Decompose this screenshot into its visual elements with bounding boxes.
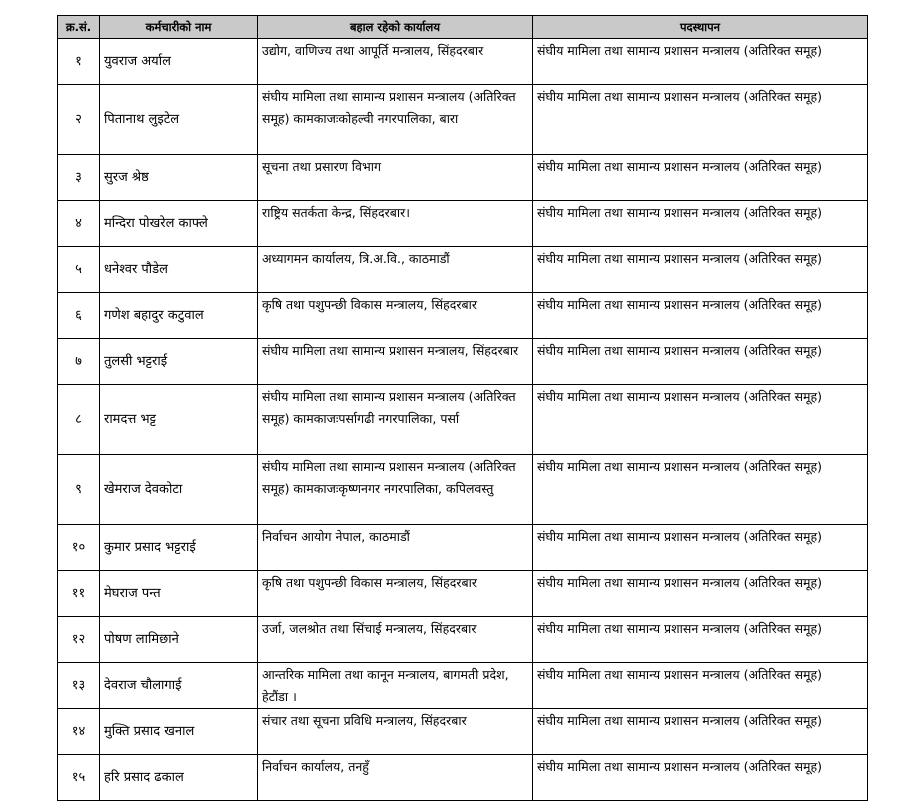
table-row [58, 201, 868, 247]
table-row [58, 293, 868, 339]
serial-number-cell: ९ [58, 455, 100, 525]
employee-name-cell: युवराज अर्याल [100, 39, 258, 85]
employee-name-cell: रामदत्त भट्ट [100, 385, 258, 455]
header-serial-number: क्र.सं. [58, 16, 100, 39]
table-row [58, 617, 868, 663]
table-row [58, 709, 868, 755]
serial-number-cell: १४ [58, 709, 100, 755]
posting-cell: संघीय मामिला तथा सामान्य प्रशासन मन्त्रालय (अतिरिक्त समूह) [533, 525, 868, 571]
table-row [58, 39, 868, 85]
current-office-cell: आन्तरिक मामिला तथा कानून मन्त्रालय, बागमती प्रदेश, हेटौंडा । [258, 663, 533, 709]
current-office-cell: संघीय मामिला तथा सामान्य प्रशासन मन्त्रालय, सिंहदरबार [258, 339, 533, 385]
employee-name-cell: तुलसी भट्टराई [100, 339, 258, 385]
header-posting: पदस्थापन [533, 16, 868, 39]
posting-cell: संघीय मामिला तथा सामान्य प्रशासन मन्त्रालय (अतिरिक्त समूह) [533, 155, 868, 201]
serial-number-cell: ३ [58, 155, 100, 201]
employee-name-cell: मुक्ति प्रसाद खनाल [100, 709, 258, 755]
table-row [58, 385, 868, 455]
posting-cell: संघीय मामिला तथा सामान्य प्रशासन मन्त्रालय (अतिरिक्त समूह) [533, 39, 868, 85]
employee-name-cell: कुमार प्रसाद भट्टराई [100, 525, 258, 571]
posting-cell: संघीय मामिला तथा सामान्य प्रशासन मन्त्रालय (अतिरिक्त समूह) [533, 201, 868, 247]
table-row [58, 571, 868, 617]
posting-cell: संघीय मामिला तथा सामान्य प्रशासन मन्त्रालय (अतिरिक्त समूह) [533, 85, 868, 155]
table-row [58, 663, 868, 709]
serial-number-cell: ७ [58, 339, 100, 385]
employee-name-cell: मेघराज पन्त [100, 571, 258, 617]
table-header-row [58, 16, 868, 39]
current-office-cell: संघीय मामिला तथा सामान्य प्रशासन मन्त्रालय (अतिरिक्त समूह) कामकाजःकृष्णनगर नगरपालिका, कपिलवस्तु [258, 455, 533, 525]
posting-cell: संघीय मामिला तथा सामान्य प्रशासन मन्त्रालय (अतिरिक्त समूह) [533, 293, 868, 339]
employee-name-cell: मन्दिरा पोखरेल काफ्ले [100, 201, 258, 247]
current-office-cell: अध्यागमन कार्यालय, त्रि.अ.वि., काठमाडौं [258, 247, 533, 293]
employee-name-cell: हरि प्रसाद ढकाल [100, 755, 258, 801]
table-row [58, 525, 868, 571]
posting-cell: संघीय मामिला तथा सामान्य प्रशासन मन्त्रालय (अतिरिक्त समूह) [533, 663, 868, 709]
posting-cell: संघीय मामिला तथा सामान्य प्रशासन मन्त्रालय (अतिरिक्त समूह) [533, 709, 868, 755]
serial-number-cell: ८ [58, 385, 100, 455]
serial-number-cell: १२ [58, 617, 100, 663]
current-office-cell: उद्योग, वाणिज्य तथा आपूर्ति मन्त्रालय, सिंहदरबार [258, 39, 533, 85]
serial-number-cell: ६ [58, 293, 100, 339]
current-office-cell: कृषि तथा पशुपन्छी विकास मन्त्रालय, सिंहदरबार [258, 293, 533, 339]
staff-transfer-table [57, 15, 868, 801]
table-row [58, 455, 868, 525]
serial-number-cell: ११ [58, 571, 100, 617]
table-row [58, 755, 868, 801]
serial-number-cell: १५ [58, 755, 100, 801]
serial-number-cell: ५ [58, 247, 100, 293]
current-office-cell: संघीय मामिला तथा सामान्य प्रशासन मन्त्रालय (अतिरिक्त समूह) कामकाजःकोहल्वी नगरपालिका, बारा [258, 85, 533, 155]
posting-cell: संघीय मामिला तथा सामान्य प्रशासन मन्त्रालय (अतिरिक्त समूह) [533, 571, 868, 617]
current-office-cell: राष्ट्रिय सतर्कता केन्द्र, सिंहदरबार। [258, 201, 533, 247]
posting-cell: संघीय मामिला तथा सामान्य प्रशासन मन्त्रालय (अतिरिक्त समूह) [533, 455, 868, 525]
employee-name-cell: पोषण लामिछाने [100, 617, 258, 663]
employee-name-cell: गणेश बहादुर कटुवाल [100, 293, 258, 339]
current-office-cell: संघीय मामिला तथा सामान्य प्रशासन मन्त्रालय (अतिरिक्त समूह) कामकाजःपर्सागढी नगरपालिका, पर्सा [258, 385, 533, 455]
header-employee-name: कर्मचारीको नाम [100, 16, 258, 39]
posting-cell: संघीय मामिला तथा सामान्य प्रशासन मन्त्रालय (अतिरिक्त समूह) [533, 339, 868, 385]
employee-name-cell: देवराज चौलागाई [100, 663, 258, 709]
current-office-cell: निर्वाचन कार्यालय, तनहुँ [258, 755, 533, 801]
table-body [58, 39, 868, 801]
table-row [58, 155, 868, 201]
table-row [58, 85, 868, 155]
serial-number-cell: १ [58, 39, 100, 85]
header-current-office: बहाल रहेको कार्यालय [258, 16, 533, 39]
current-office-cell: सूचना तथा प्रसारण विभाग [258, 155, 533, 201]
table-row [58, 339, 868, 385]
current-office-cell: निर्वाचन आयोग नेपाल, काठमाडौं [258, 525, 533, 571]
current-office-cell: कृषि तथा पशुपन्छी विकास मन्त्रालय, सिंहदरबार [258, 571, 533, 617]
current-office-cell: उर्जा, जलश्रोत तथा सिंचाई मन्त्रालय, सिंहदरबार [258, 617, 533, 663]
posting-cell: संघीय मामिला तथा सामान्य प्रशासन मन्त्रालय (अतिरिक्त समूह) [533, 385, 868, 455]
employee-name-cell: पितानाथ लुइटेल [100, 85, 258, 155]
posting-cell: संघीय मामिला तथा सामान्य प्रशासन मन्त्रालय (अतिरिक्त समूह) [533, 247, 868, 293]
posting-cell: संघीय मामिला तथा सामान्य प्रशासन मन्त्रालय (अतिरिक्त समूह) [533, 755, 868, 801]
employee-name-cell: धनेश्वर पौडेल [100, 247, 258, 293]
table-row [58, 247, 868, 293]
serial-number-cell: ४ [58, 201, 100, 247]
employee-name-cell: खेमराज देवकोटा [100, 455, 258, 525]
employee-name-cell: सुरज श्रेष्ठ [100, 155, 258, 201]
serial-number-cell: १३ [58, 663, 100, 709]
serial-number-cell: १० [58, 525, 100, 571]
serial-number-cell: २ [58, 85, 100, 155]
current-office-cell: संचार तथा सूचना प्रविधि मन्त्रालय, सिंहदरबार [258, 709, 533, 755]
posting-cell: संघीय मामिला तथा सामान्य प्रशासन मन्त्रालय (अतिरिक्त समूह) [533, 617, 868, 663]
